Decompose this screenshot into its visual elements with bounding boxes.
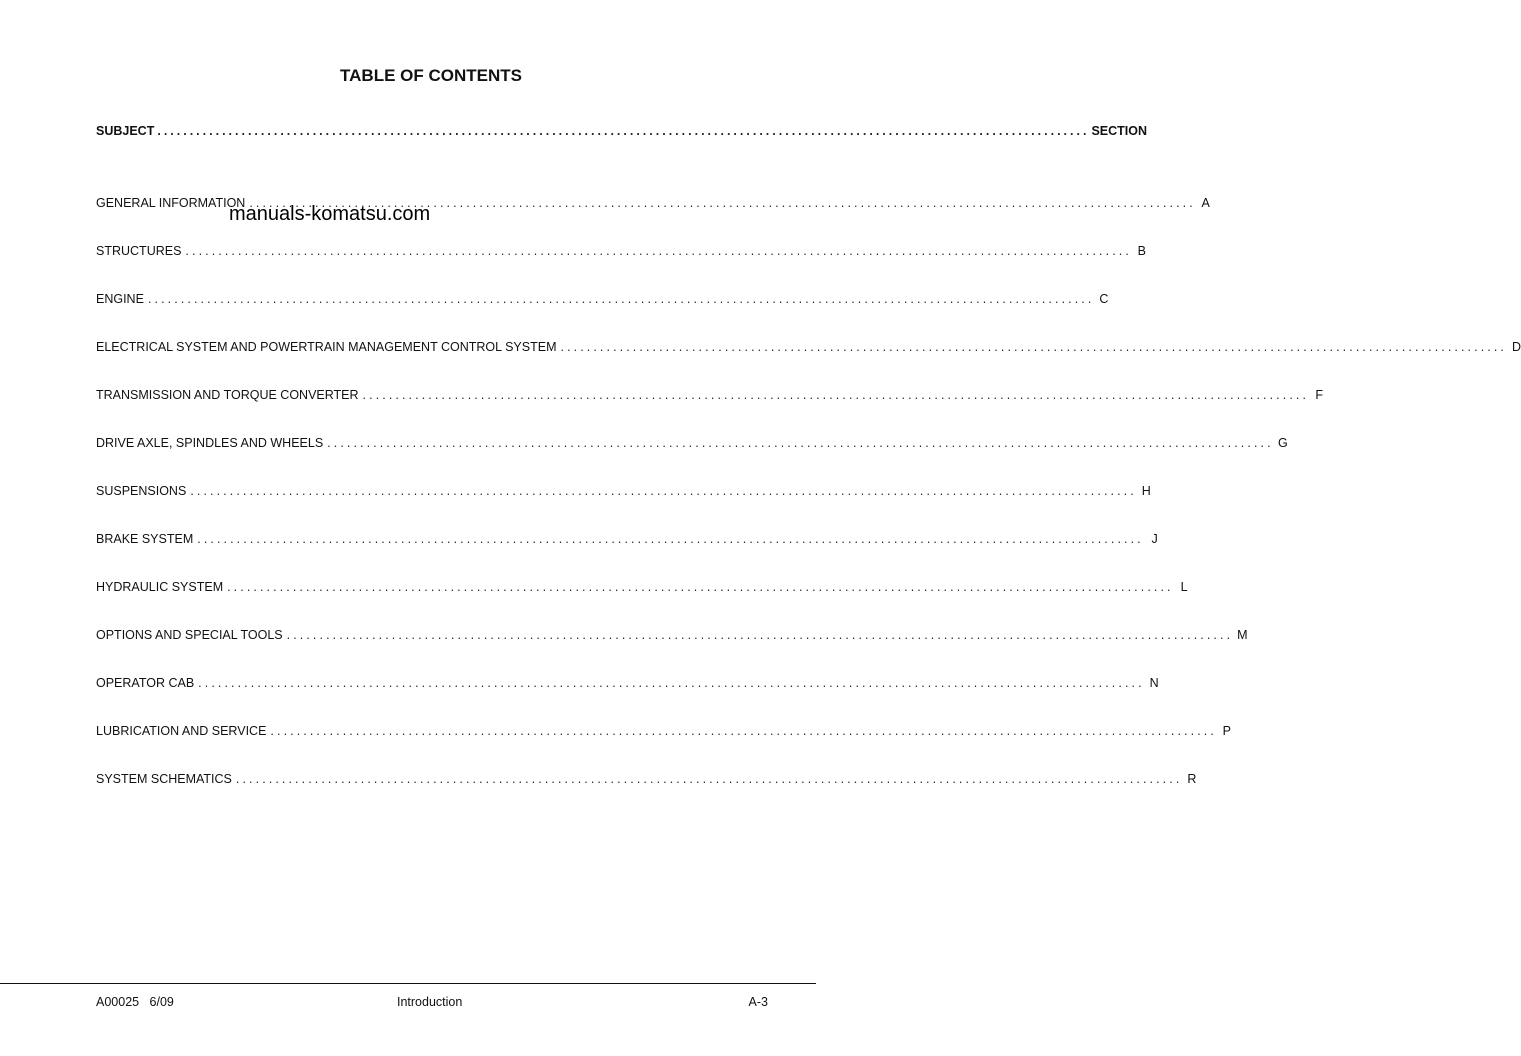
dot-leader: ................................................................................................................................................ (198, 676, 1145, 690)
watermark-text: manuals-komatsu.com (229, 203, 431, 225)
toc-entry-drive-axle[interactable] (96, 435, 1288, 451)
section-column-header: SECTION (1091, 124, 1148, 138)
dot-leader: ................................................................................................................................................ (190, 484, 1137, 498)
toc-entry-section: G (1277, 436, 1288, 450)
toc-entry-hydraulic-system[interactable] (96, 579, 1188, 595)
toc-entry-label: SYSTEM SCHEMATICS (96, 772, 232, 786)
dot-leader: ................................................................................................................................................ (362, 388, 1310, 402)
toc-entry-label: SUSPENSIONS (96, 484, 187, 498)
toc-entry-section: M (1237, 628, 1248, 642)
toc-entry-label: ENGINE (96, 292, 144, 306)
dot-leader: ................................................................................................................................................ (147, 292, 1095, 306)
dot-leader: ................................................................................................................................................ (249, 196, 1196, 210)
footer-page-number: A-3 (748, 995, 768, 1009)
toc-entry-label: STRUCTURES (96, 244, 182, 258)
toc-entry-label: LUBRICATION AND SERVICE (96, 724, 267, 738)
footer-section-name: Introduction (397, 995, 463, 1009)
toc-entry-operator-cab[interactable] (96, 675, 1159, 691)
footer-doc-id: A00025 6/09 (96, 995, 174, 1009)
toc-entry-label: OPTIONS AND SPECIAL TOOLS (96, 628, 283, 642)
toc-entry-section: F (1315, 388, 1324, 402)
toc-entry-label: BRAKE SYSTEM (96, 532, 194, 546)
toc-header-row (96, 123, 1148, 139)
toc-entry-section: L (1180, 580, 1188, 594)
dot-leader: ................................................................................................................................................ (327, 436, 1274, 450)
toc-entry-structures[interactable] (96, 243, 1146, 259)
toc-entry-general-information[interactable] (96, 195, 1210, 211)
toc-entry-label: TRANSMISSION AND TORQUE CONVERTER (96, 388, 359, 402)
toc-entry-suspensions[interactable] (96, 483, 1151, 499)
toc-entry-label: GENERAL INFORMATION (96, 196, 246, 210)
toc-entry-brake-system[interactable] (96, 531, 1158, 547)
toc-entry-section: C (1099, 292, 1109, 306)
dot-leader: ................................................................................................................................................ (560, 340, 1507, 354)
toc-entry-section: H (1141, 484, 1151, 498)
dot-leader: ................................................................................................................................................ (185, 244, 1132, 258)
toc-entry-section: N (1149, 676, 1159, 690)
toc-entry-section: P (1222, 724, 1231, 738)
dot-leader: ................................................................................................................................................ (197, 532, 1144, 546)
toc-entry-section: J (1151, 532, 1158, 546)
toc-entry-options-special-tools[interactable] (96, 627, 1248, 643)
dot-leader: ................................................................................................................................................ (286, 628, 1234, 642)
page-title: TABLE OF CONTENTS (340, 66, 522, 85)
toc-entry-label: HYDRAULIC SYSTEM (96, 580, 224, 594)
toc-entry-label: ELECTRICAL SYSTEM AND POWERTRAIN MANAGEMENT CONTROL SYSTEM (96, 340, 557, 354)
toc-entry-section: D (1511, 340, 1521, 354)
toc-entry-lubrication-service[interactable] (96, 723, 1231, 739)
toc-entry-section: A (1201, 196, 1210, 210)
dot-leader: ................................................................................................................................................ (227, 580, 1174, 594)
footer-divider (0, 983, 816, 984)
dot-leader: ................................................................................................................................................ (235, 772, 1183, 786)
toc-entry-label: DRIVE AXLE, SPINDLES AND WHEELS (96, 436, 324, 450)
dot-leader: ................................................................................................................................................ (270, 724, 1217, 738)
subject-column-header: SUBJECT (96, 124, 155, 138)
toc-entry-section: R (1187, 772, 1197, 786)
toc-entry-electrical-system[interactable] (96, 339, 1521, 355)
toc-entry-system-schematics[interactable] (96, 771, 1197, 787)
toc-entry-engine[interactable] (96, 291, 1109, 307)
dot-leader: ................................................................................................................................................ (157, 124, 1090, 138)
toc-entry-section: B (1137, 244, 1146, 258)
toc-entry-transmission[interactable] (96, 387, 1324, 403)
toc-entry-label: OPERATOR CAB (96, 676, 195, 690)
